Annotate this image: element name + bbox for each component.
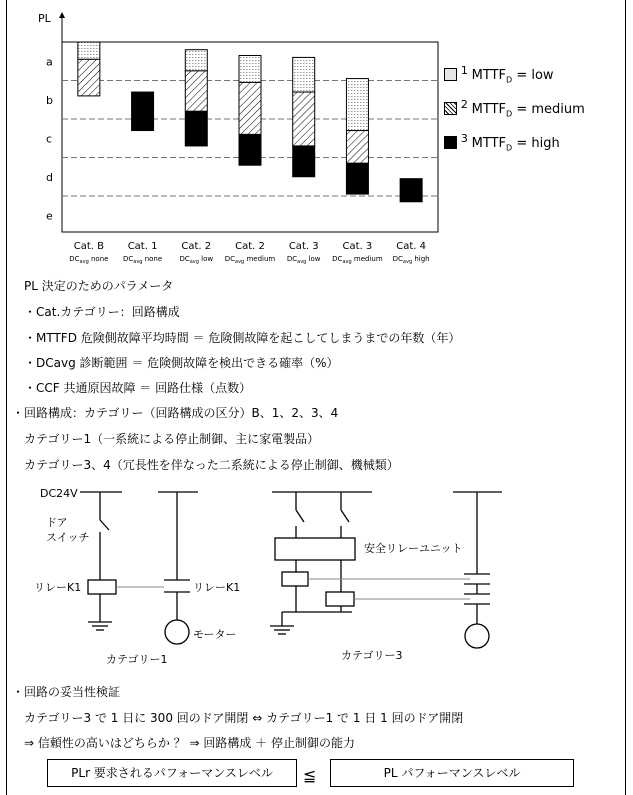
x-tick-sublabel: $DC_{avg}$ none (122, 255, 163, 265)
x-tick-label: Cat. 1 (127, 241, 158, 252)
legend-item-3: $^3$ $MTTF_D$ = high (444, 132, 560, 156)
bar-segment-solid (185, 111, 207, 146)
bar-segment-solid (293, 146, 315, 177)
bar-segment-hatch (239, 82, 261, 134)
param-item-ccf: ・CCF 共通原因故障 ＝ 回路仕様（点数） (24, 381, 252, 395)
legend-item-1: $^1$ $MTTF_D$ = low (444, 64, 554, 88)
legend-swatch-1 (444, 68, 457, 81)
relay-right-label: リレーK1 (193, 581, 241, 594)
y-level-label: d (46, 170, 53, 184)
plr-box: PLr 要求されるパフォーマンスレベル (47, 759, 297, 787)
bar-segment-hatch (185, 71, 207, 111)
le-symbol: ≦ (303, 766, 317, 785)
params-heading: PL 決定のためのパラメータ (24, 279, 174, 293)
door-switch-label-1: ドア (46, 516, 68, 529)
x-tick-label: Cat. 2 (235, 241, 265, 252)
motor-label: モーター (193, 628, 237, 641)
x-tick-sublabel: $DC_{avg}$ low (286, 255, 321, 265)
relay-left-label: リレーK1 (34, 581, 82, 594)
bar-segment-dots (346, 79, 368, 131)
circuit-heading: ・回路構成：カテゴリー（回路構成の区分）B、1、2、3、4 (12, 406, 339, 420)
x-tick-label: Cat. 3 (342, 241, 373, 252)
bar-segment-solid (132, 92, 154, 131)
bar-segment-solid (400, 179, 422, 202)
bar-segment-dots (78, 42, 100, 59)
cat1-description: カテゴリー1（一系統による停止制御、主に家電製品） (24, 432, 320, 446)
param-item-mttfd: ・MTTFD 危険側故障平均時間 ＝ 危険側故障を起こしてしまうまでの年数（年） (24, 331, 461, 345)
x-tick-sublabel: $DC_{avg}$ none (69, 255, 109, 265)
y-axis-label: PL (38, 12, 51, 25)
param-item-cat: ・Cat.カテゴリー：回路構成 (24, 305, 180, 319)
bar-segment-solid (346, 163, 368, 194)
safety-relay-label: 安全リレーユニット (364, 542, 463, 555)
door-switch-label-2: スイッチ (46, 531, 90, 544)
x-tick-sublabel: $DC_{avg}$ low (179, 255, 214, 265)
bar-segment-hatch (293, 92, 315, 146)
x-tick-sublabel: $DC_{avg}$ medium (224, 255, 276, 265)
y-level-label: a (46, 55, 53, 69)
bar-segment-solid (239, 134, 261, 165)
x-tick-label: Cat. 2 (181, 241, 212, 252)
dc24v-label: DC24V (40, 487, 78, 500)
legend-item-2: $^2$ $MTTF_D$ = medium (444, 98, 585, 122)
param-item-dcavg: ・DCavg 診断範囲 ＝ 危険側故障を検出できる確率（%） (24, 356, 339, 370)
bar-segment-dots (293, 57, 315, 92)
x-tick-label: Cat. 4 (396, 241, 427, 252)
cat3-diagram-label: カテゴリー3 (341, 649, 403, 662)
cat34-description: カテゴリー3、4（冗長性を伴なった二系統による停止制御、機械類） (24, 458, 399, 472)
bar-segment-dots (185, 50, 207, 71)
validation-heading: ・回路の妥当性検証 (12, 685, 121, 699)
y-level-label: b (46, 93, 53, 107)
bar-segment-hatch (346, 131, 368, 164)
legend-swatch-3 (444, 136, 457, 149)
x-tick-label: Cat. B (73, 241, 104, 252)
y-level-label: c (46, 132, 53, 146)
x-tick-sublabel: $DC_{avg}$ medium (332, 255, 383, 265)
y-axis-arrow (59, 12, 65, 18)
validation-line-2: ⇒ 信頼性の高いはどちらか ？ ⇒ 回路構成 ＋ 停止制御の能力 (24, 736, 355, 750)
bar-segment-hatch (78, 59, 100, 96)
x-tick-label: Cat. 3 (288, 241, 319, 252)
legend-swatch-2 (444, 102, 457, 115)
pl-box: PL パフォーマンスレベル (330, 759, 574, 787)
bar-segment-dots (239, 55, 261, 82)
y-level-label: e (46, 209, 53, 223)
x-tick-sublabel: $DC_{avg}$ high (392, 255, 430, 265)
cat1-diagram-label: カテゴリー1 (106, 653, 168, 666)
validation-line-1: カテゴリー3 で 1 日に 300 回のドア開閉 ⇔ カテゴリー1 で 1 日 1 回のドア開閉 (24, 711, 464, 725)
